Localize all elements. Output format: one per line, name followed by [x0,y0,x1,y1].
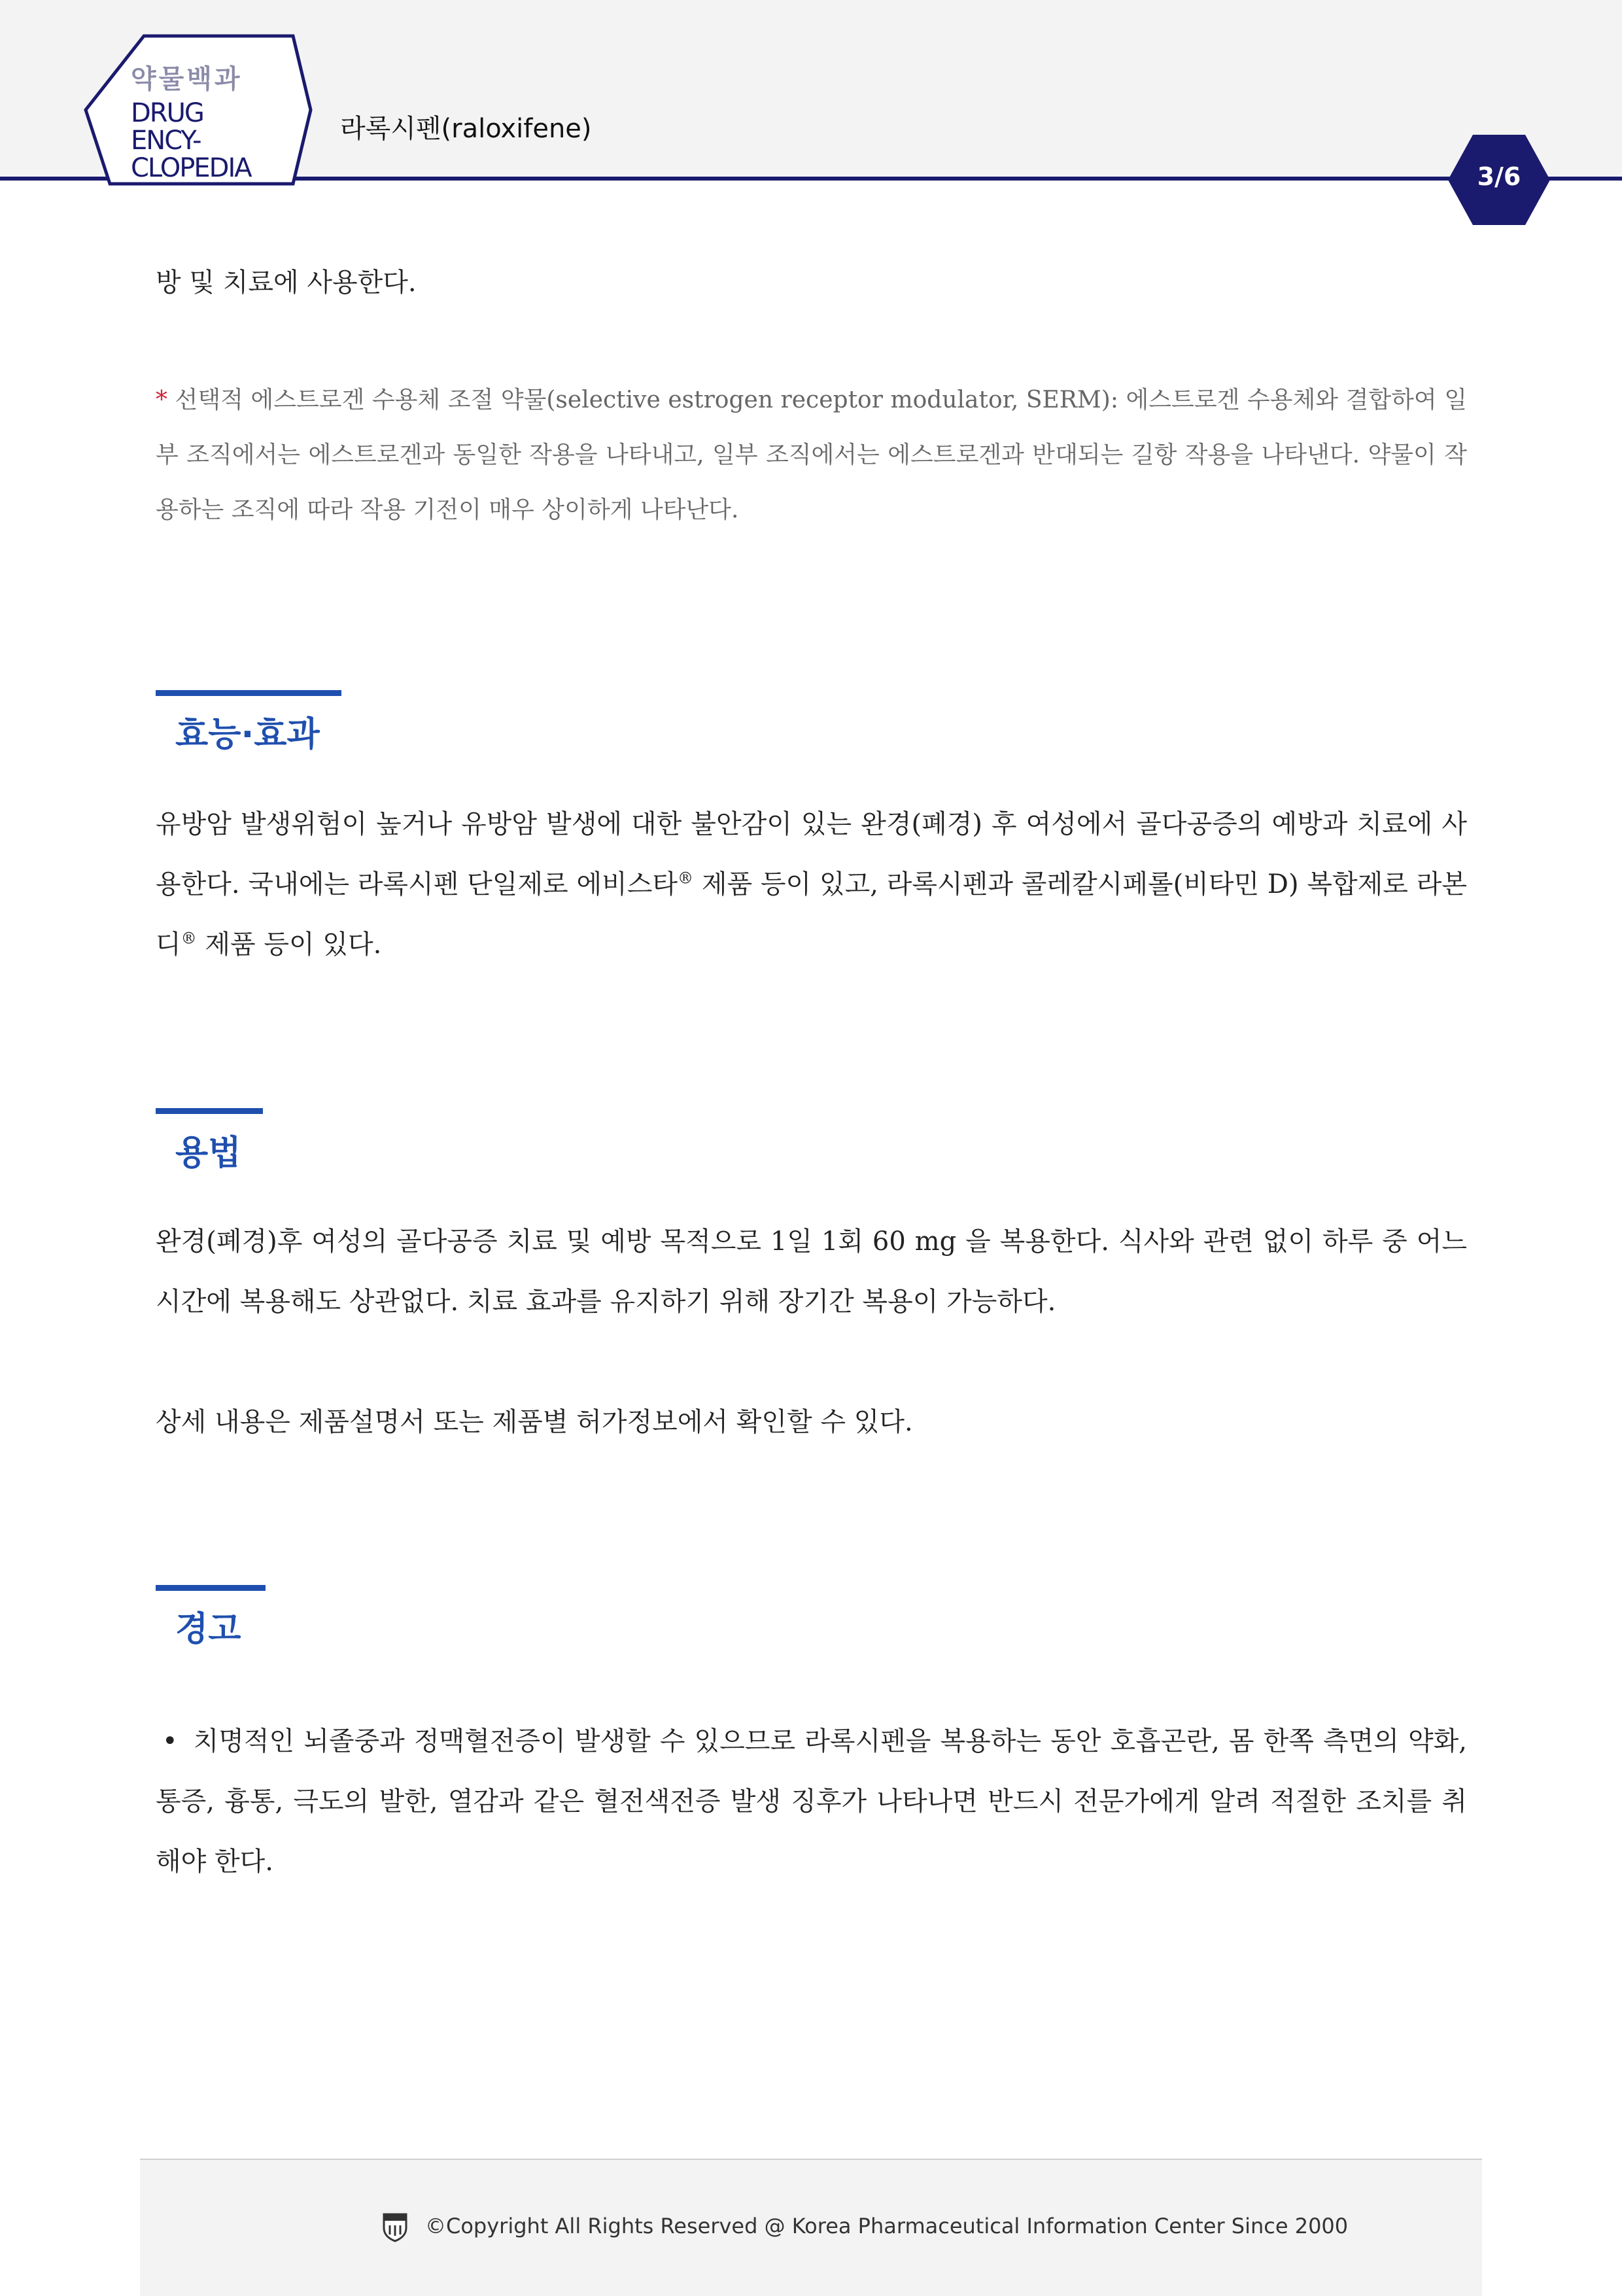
logo-english-line2: CLOPEDIA [131,153,251,183]
efficacy-text-part1: 유방암 발생위험이 높거나 유방암 발생에 대한 불안감이 있는 완경(폐경) 후 여성에서 골다공증의 예방과 치료에 사용한다. 국내에는 라록시펜 단일제로 에비스타 [156,809,1467,899]
page-number: 3/6 [1477,162,1521,191]
registered-mark: ® [678,869,694,888]
warning-text [156,1711,1467,1892]
bullet: • [162,1726,178,1756]
section-bar-dosage [156,1108,263,1114]
efficacy-text-part3: 제품 등이 있다. [196,930,382,960]
section-title-efficacy: 효능·효과 [175,715,320,754]
logo-korean: 약물백과 [131,64,243,94]
efficacy-text [156,794,1467,975]
logo-english-line1: DRUG ENCY- [131,98,203,156]
dosage-detail-text: 상세 내용은 제품설명서 또는 제품별 허가정보에서 확인할 수 있다. [156,1407,913,1437]
efficacy-text-part2: 제품 등이 있고, 라록시펜과 콜레칼시페롤(비타민 D) 복합제로 라본디 [156,869,1468,960]
section-title-dosage: 용법 [175,1134,241,1173]
section-bar-warning [156,1585,266,1591]
document-title: 라록시펜(raloxifene) [340,114,592,144]
section-title-warning: 경고 [175,1610,241,1649]
note-text: 선택적 에스트로겐 수용체 조절 약물(selective estrogen receptor modulator, SERM): 에스트로겐 수용체와 결합하여 일부 조직에서는 에스트로겐과 동일한 작용을 나타내고, 일부 조직에서는 에스트로겐과 반대되는 길항 작용을 나타낸다. 약물이 작용하는 조직에 따라 작용 기전이 매우 상이하게 나타난다. [156,387,1467,523]
intro-continuation: 방 및 치료에 사용한다. [156,268,417,298]
registered-mark: ® [181,929,197,948]
shield-emblem-icon [382,2212,408,2242]
footer-copyright: ©Copyright All Rights Reserved @ Korea Pharmaceutical Information Center Since 2000 [425,2214,1349,2238]
section-bar-efficacy [156,690,341,696]
dosage-text: 완경(폐경)후 여성의 골다공증 치료 및 예방 목적으로 1일 1회 60 mg 을 복용한다. 식사와 관련 없이 하루 중 어느 시간에 복용해도 상관없다. 치료 효과를 유지하기 위해 장기간 복용이 가능하다. [156,1226,1467,1317]
logo [131,65,275,182]
serm-note [156,373,1467,538]
warning-text-body: 치명적인 뇌졸중과 정맥혈전증이 발생할 수 있으므로 라록시펜을 복용하는 동안 호흡곤란, 몸 한쪽 측면의 약화, 통증, 흉통, 극도의 발한, 열감과 같은 혈전색전증 발생 징후가 나타나면 반드시 전문가에게 알려 적절한 조치를 취해야 한다. [156,1726,1467,1877]
note-asterisk: * [156,387,167,413]
